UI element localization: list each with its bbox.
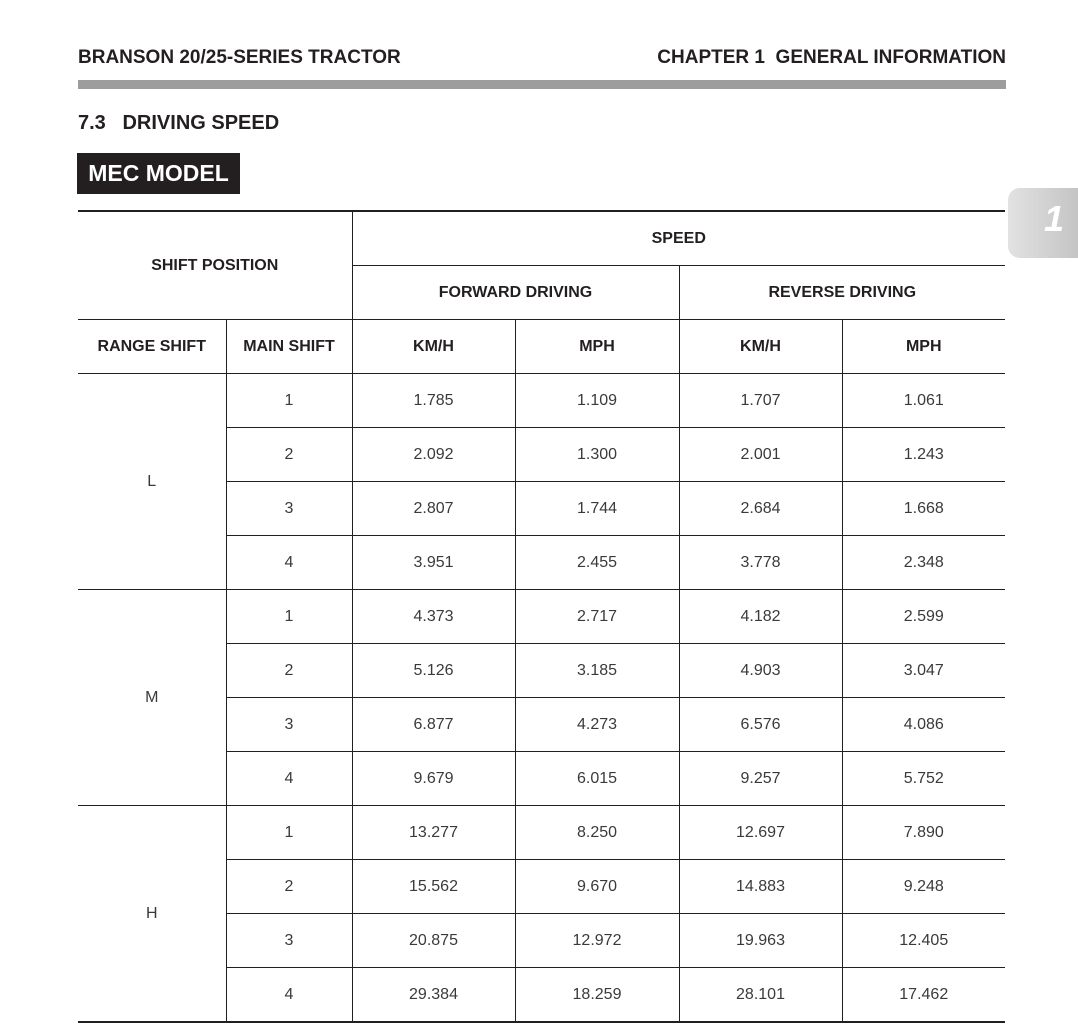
forward-mph-cell: 8.250 [515,806,679,860]
reverse-kmh-cell: 3.778 [679,536,842,590]
table-body [78,374,1005,1023]
reverse-mph-cell: 5.752 [842,752,1005,806]
table-row [78,806,1005,860]
shift-position-header: SHIFT POSITION [78,211,352,320]
main-shift-cell: 3 [226,698,352,752]
reverse-kmh-cell: 2.001 [679,428,842,482]
reverse-kmh-cell: 4.182 [679,590,842,644]
reverse-kmh-cell: 9.257 [679,752,842,806]
range-shift-cell: M [78,590,226,806]
chapter-tab [1008,188,1078,258]
forward-mph-cell: 1.744 [515,482,679,536]
document-title: BRANSON 20/25-SERIES TRACTOR [78,47,401,68]
forward-mph-cell: 4.273 [515,698,679,752]
range-shift-cell: L [78,374,226,590]
reverse-mph-cell: 3.047 [842,644,1005,698]
forward-kmh-cell: 2.807 [352,482,515,536]
main-shift-cell: 1 [226,590,352,644]
reverse-kmh-cell: 4.903 [679,644,842,698]
unit-header: KM/H [679,320,842,374]
main-shift-cell: 3 [226,482,352,536]
range-shift-cell: H [78,806,226,1023]
main-shift-cell: 4 [226,968,352,1023]
forward-kmh-cell: 1.785 [352,374,515,428]
main-shift-header: MAIN SHIFT [226,320,352,374]
chapter-title: CHAPTER 1 GENERAL INFORMATION [657,47,1006,68]
main-shift-cell: 3 [226,914,352,968]
reverse-mph-cell: 1.668 [842,482,1005,536]
forward-kmh-cell: 15.562 [352,860,515,914]
reverse-kmh-cell: 2.684 [679,482,842,536]
reverse-driving-header: REVERSE DRIVING [679,266,1005,320]
reverse-mph-cell: 17.462 [842,968,1005,1023]
reverse-mph-cell: 7.890 [842,806,1005,860]
forward-kmh-cell: 29.384 [352,968,515,1023]
main-shift-cell: 2 [226,860,352,914]
unit-header: KM/H [352,320,515,374]
forward-kmh-cell: 13.277 [352,806,515,860]
forward-mph-cell: 1.109 [515,374,679,428]
reverse-mph-cell: 9.248 [842,860,1005,914]
reverse-kmh-cell: 6.576 [679,698,842,752]
forward-kmh-cell: 20.875 [352,914,515,968]
model-badge: MEC MODEL [77,153,240,194]
table-row [78,374,1005,428]
forward-mph-cell: 2.717 [515,590,679,644]
forward-mph-cell: 6.015 [515,752,679,806]
reverse-kmh-cell: 14.883 [679,860,842,914]
forward-kmh-cell: 5.126 [352,644,515,698]
header-rule [78,80,1006,89]
reverse-kmh-cell: 12.697 [679,806,842,860]
page-header [78,47,1006,69]
forward-mph-cell: 2.455 [515,536,679,590]
unit-header: MPH [842,320,1005,374]
section-heading: 7.3 DRIVING SPEED [78,112,280,134]
driving-speed-table [78,210,1005,1023]
reverse-mph-cell: 12.405 [842,914,1005,968]
forward-kmh-cell: 4.373 [352,590,515,644]
reverse-mph-cell: 2.599 [842,590,1005,644]
forward-kmh-cell: 6.877 [352,698,515,752]
speed-header: SPEED [352,211,1005,266]
forward-kmh-cell: 2.092 [352,428,515,482]
main-shift-cell: 2 [226,428,352,482]
main-shift-cell: 4 [226,536,352,590]
main-shift-cell: 2 [226,644,352,698]
reverse-kmh-cell: 19.963 [679,914,842,968]
reverse-mph-cell: 4.086 [842,698,1005,752]
forward-driving-header: FORWARD DRIVING [352,266,679,320]
reverse-mph-cell: 2.348 [842,536,1005,590]
forward-mph-cell: 9.670 [515,860,679,914]
forward-mph-cell: 12.972 [515,914,679,968]
reverse-kmh-cell: 1.707 [679,374,842,428]
unit-header: MPH [515,320,679,374]
main-shift-cell: 1 [226,806,352,860]
forward-mph-cell: 1.300 [515,428,679,482]
reverse-mph-cell: 1.061 [842,374,1005,428]
range-shift-header: RANGE SHIFT [78,320,226,374]
chapter-tab-label: 1 [1044,198,1065,239]
forward-kmh-cell: 9.679 [352,752,515,806]
main-shift-cell: 4 [226,752,352,806]
table-row [78,590,1005,644]
main-shift-cell: 1 [226,374,352,428]
forward-kmh-cell: 3.951 [352,536,515,590]
reverse-kmh-cell: 28.101 [679,968,842,1023]
forward-mph-cell: 3.185 [515,644,679,698]
forward-mph-cell: 18.259 [515,968,679,1023]
reverse-mph-cell: 1.243 [842,428,1005,482]
